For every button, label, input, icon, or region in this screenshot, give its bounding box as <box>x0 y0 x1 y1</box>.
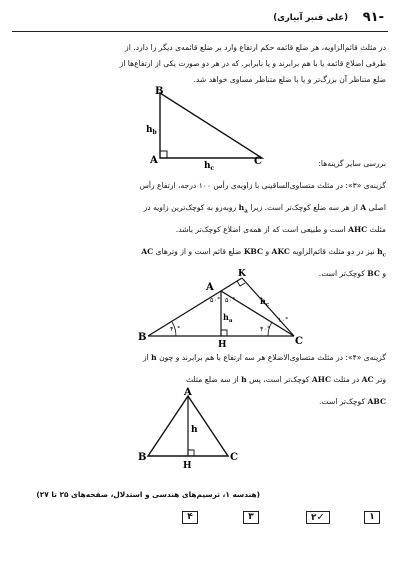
angle-b-label: ۴۰° <box>170 325 181 333</box>
intro-line-1: در مثلث قائم‌الزاویه، هر ضلع قائمه حکم ارتفاع وارد بر ضلع قائمه‌ی دیگر را دارد. از <box>125 43 386 52</box>
figure-equilateral-triangle <box>138 388 242 472</box>
ha-label: $h_a$ <box>223 312 233 324</box>
header-divider <box>12 31 388 32</box>
hb-label: $h_b$ <box>146 125 157 136</box>
vertex-a-label-2: A <box>206 282 214 293</box>
hc-label-2: $h_c$ <box>260 296 270 308</box>
intro-paragraph <box>14 42 386 86</box>
figure-isosceles-triangle <box>136 268 308 348</box>
vertex-b-label: B <box>155 86 164 97</box>
vertex-b-label-2: B <box>138 332 147 343</box>
angle-c-label: ۴۰° <box>260 325 271 333</box>
review-label: بررسی سایر گزینه‌ها: <box>318 159 386 168</box>
vertex-a-label-3: A <box>184 387 192 398</box>
answer-option-2[interactable]: ۲✓ <box>306 511 330 524</box>
intro-line-2: طرفی اضلاع قائمه یا با هم برابرند و یا نابرابر. که در هر دو صورت یکی از ارتفاع‌ها از <box>119 59 386 68</box>
opt4-line-2: وتر AC در مثلث AHC کوچک‌تر است، پس h از سه ضلع مثلث <box>185 375 386 384</box>
vertex-h-label: H <box>218 340 227 350</box>
opt3-line-2: اصلی A از هر سه ضلع کوچک‌تر است. زیرا $h_a$ روبه‌رو به کوچک‌ترین زاویه در <box>143 203 386 215</box>
side-bk <box>148 278 242 336</box>
right-angle-mark <box>160 151 167 158</box>
opt3-line-4: $h_c$ نیز در دو مثلث قائم‌الزاویه AKC و KBC ضلع قائم است و از وترهای AC <box>141 247 386 259</box>
right-angle-mark-h <box>221 330 227 336</box>
vertex-a-label: A <box>150 155 158 166</box>
option3-paragraph <box>14 180 386 280</box>
answer-option-1[interactable]: ۱ <box>364 511 380 524</box>
opt4-line-3: ABC کوچک‌تر است. <box>318 397 386 406</box>
figure-right-triangle <box>140 86 270 172</box>
page-number: ۹۱- <box>362 10 384 25</box>
triangle-abc-shape <box>160 93 262 158</box>
answer-option-4[interactable]: ۴ <box>182 511 198 524</box>
angle-a2-label: ۵۰° <box>225 296 236 304</box>
hc-label: $h_c$ <box>204 161 215 172</box>
h-label-3: h <box>191 425 198 435</box>
answer-option-3[interactable]: ۳ <box>243 511 259 524</box>
vertex-k-label: K <box>238 269 246 279</box>
vertex-c-label-3: C <box>230 452 238 463</box>
right-angle-mark-3 <box>188 450 194 456</box>
vertex-h-label-3: H <box>183 461 192 471</box>
vertex-c-label: C <box>254 156 262 167</box>
reference-note: (هندسه ۱، ترسیم‌های هندسی و استدلال، صفحه‌های ۲۵ تا ۲۷) <box>36 490 260 499</box>
angle-ext-label: ۱۰° <box>278 316 289 324</box>
opt3-line-1: گزینه‌ی «۳»: در مثلث متساوی‌الساقینی با زاویه‌ی رأس ۱۰۰ درجه، ارتفاع رأس <box>139 181 386 190</box>
vertex-b-label-3: B <box>138 452 147 463</box>
opt4-line-1: گزینه‌ی «۴»: در مثلث متساوی‌الاضلاع هر سه ارتفاع با هم برابرند و چون h از <box>142 353 386 362</box>
page-title: (علی قنبر آبیاری) <box>273 13 348 23</box>
angle-a1-label: ۵۰° <box>210 296 221 304</box>
opt3-line-5: و BC کوچک‌تر است. <box>318 269 386 278</box>
intro-line-3: ضلع متناظر آن بزرگ‌تر و یا با ضلع متناظر مساوی خواهد شد. <box>193 75 386 84</box>
check-icon: ✓ <box>316 512 325 523</box>
opt3-line-3: مثلث AHC است و طبیعی است که از همه‌ی اضلاع کوچک‌تر باشد. <box>175 225 386 234</box>
vertex-c-label-2: C <box>295 336 303 347</box>
right-angle-mark-k <box>237 281 245 286</box>
